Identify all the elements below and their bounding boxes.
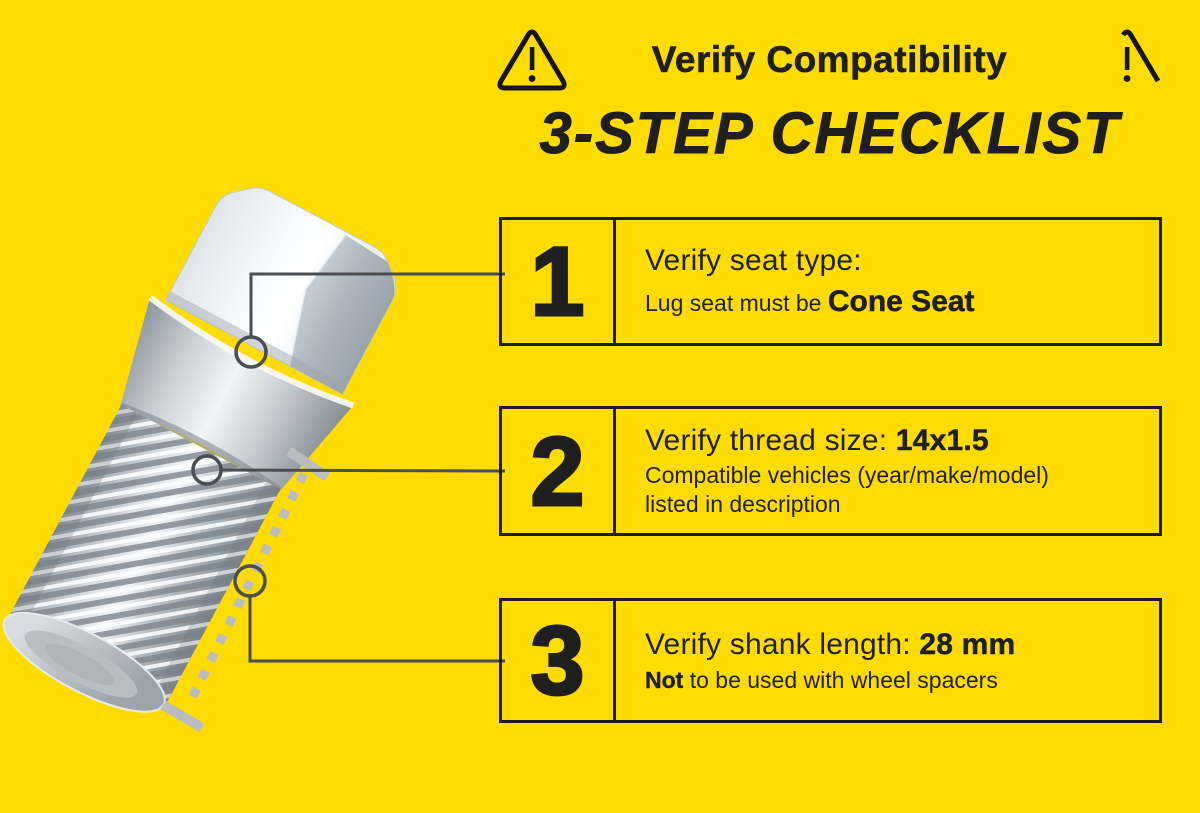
callout-circle-shank bbox=[235, 566, 265, 596]
step-box-1 bbox=[499, 217, 1162, 346]
step-3-title: Verify shank length: 28 mm bbox=[645, 627, 1016, 661]
seat-type-value: Cone Seat bbox=[827, 284, 975, 318]
step-2-subtext-line1: Compatible vehicles (year/make/model) bbox=[645, 461, 1049, 488]
step-2-title: Verify thread size: 14x1.5 bbox=[645, 424, 989, 458]
checklist-heading: 3-STEP CHECKLIST bbox=[539, 101, 1121, 166]
step-1-number-cell bbox=[502, 220, 616, 343]
thread-size-value: 14x1.5 bbox=[895, 424, 989, 458]
step-2-content bbox=[616, 409, 1159, 533]
step-2-number: 2 bbox=[530, 416, 585, 526]
step-1-content bbox=[616, 220, 1159, 343]
step-2-subtext-line2: listed in description bbox=[645, 491, 841, 518]
step-2-number-cell bbox=[502, 409, 616, 533]
warning-triangle-icon-right bbox=[1092, 27, 1162, 93]
step-1-number: 1 bbox=[530, 227, 585, 336]
step-3-number-cell bbox=[502, 601, 616, 720]
step-1-subtext: Lug seat must be Cone Seat bbox=[645, 284, 975, 318]
header bbox=[497, 24, 1162, 96]
measure-tick-bottom bbox=[163, 705, 202, 728]
callout-shank bbox=[235, 566, 505, 661]
shank-length-value: 28 mm bbox=[919, 627, 1016, 661]
step-3-subtext: Not to be used with wheel spacers bbox=[645, 667, 998, 694]
step-box-2 bbox=[499, 406, 1162, 536]
step-1-title: Verify seat type: bbox=[645, 244, 862, 278]
step-box-3 bbox=[499, 598, 1162, 723]
header-title: Verify Compatibility bbox=[651, 39, 1008, 80]
warning-triangle-icon-left bbox=[497, 27, 567, 93]
step-3-content bbox=[616, 601, 1159, 720]
step-3-number: 3 bbox=[530, 606, 585, 715]
